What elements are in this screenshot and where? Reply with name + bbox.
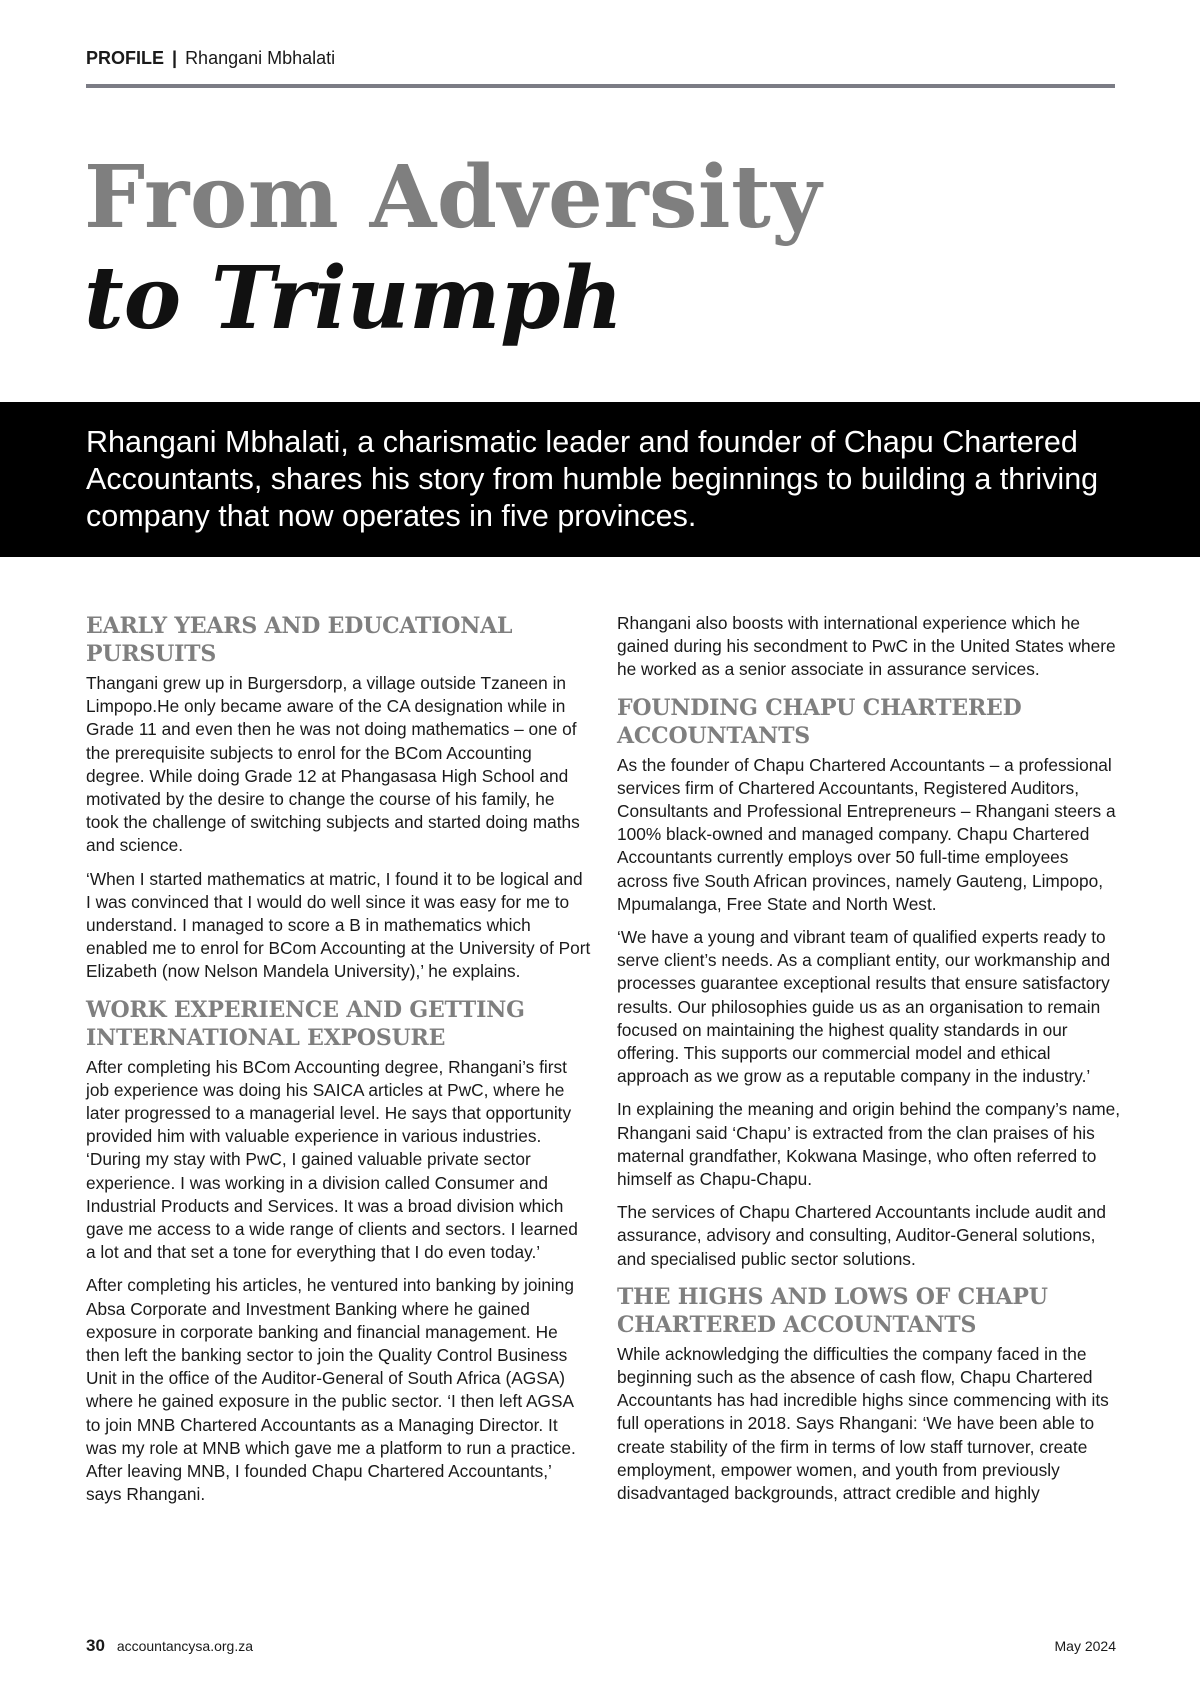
- header-subject: Rhangani Mbhalati: [185, 48, 336, 68]
- footer-website: accountancysa.org.za: [116, 1638, 254, 1654]
- section-heading: EARLY YEARS AND EDUCATIONAL PURSUITS: [86, 613, 513, 667]
- issue-date: May 2024: [1054, 1638, 1116, 1654]
- body-paragraph: Thangani grew up in Burgersdorp, a village outside Tzaneen in Limpopo.He only became aware of the CA designation while in Grade 11 and even then he was not doing mathematics – one of the prerequisite subjects to enrol for the BCom Accounting degree. While doing Grade 12 at Phangasasa High School and motivated by the desire to change the course of his family, he took the challenge of switching subjects and started doing maths and science.: [86, 673, 580, 856]
- title-line-1: From Adversity: [84, 147, 822, 248]
- body-paragraph: After completing his articles, he ventured into banking by joining Absa Corporate and Investment Banking where he gained exposure in corporate banking and financial management. He then left the banking sector to join the Quality Control Business Unit in the office of the Auditor-General of South Africa (AGSA) where he gained exposure in the public sector. ‘I then left AGSA to join MNB Chartered Accountants as a Managing Director. It was my role at MNB which gave me a platform to run a practice. After leaving MNB, I founded Chapu Chartered Accountants,’ says Rhangani.: [86, 1275, 576, 1505]
- body-paragraph: The services of Chapu Chartered Accountants include audit and assurance, advisory and consulting, Auditor-General solutions, and specialised public sector solutions.: [617, 1202, 1106, 1269]
- standfirst-text: Rhangani Mbhalati, a charismatic leader and founder of Chapu Chartered Accountants, shares his story from humble beginnings to building a thriving company that now operates in five provinces.: [86, 425, 1099, 533]
- header-rule: [86, 84, 1115, 88]
- section-heading: THE HIGHS AND LOWS OF CHAPU CHARTERED ACCOUNTANTS: [617, 1283, 1048, 1338]
- body-paragraph: After completing his BCom Accounting degree, Rhangani’s first job experience was doing his SAICA articles at PwC, where he later progressed to a managerial level. He says that opportunity provided him with valuable experience in various industries. ‘During my stay with PwC, I gained valuable private sector experience. I was working in a division called Consumer and Industrial Products and Services. It was a broad division which gave me access to a wide range of clients and sectors. I learned a lot and that set a tone for everything that I do even today.’: [86, 1056, 578, 1263]
- title-line-2: to Triumph: [84, 248, 623, 349]
- section-heading: FOUNDING CHAPU CHARTERED ACCOUNTANTS: [617, 694, 1022, 749]
- body-paragraph: As the founder of Chapu Chartered Accountants – a professional services firm of Chartered Accountants, Registered Auditors, Consultants and Professional Entrepreneurs – Rhangani steers a 100% black-owned and managed company. Chapu Chartered Accountants currently employs over 50 full-time employees across five South African provinces, namely Gauteng, Limpopo, Mpumalanga, Free State and North West.: [617, 754, 1116, 914]
- section-label: PROFILE: [86, 48, 165, 68]
- section-heading: WORK EXPERIENCE AND GETTING INTERNATIONAL EXPOSURE: [86, 996, 525, 1051]
- article-title: [84, 148, 1124, 350]
- right-column: [617, 612, 1122, 1515]
- body-paragraph: ‘We have a young and vibrant team of qualified experts ready to serve client’s needs. As a compliant entity, our workmanship and processes guarantee exceptional results that ensure satisfactory results. Our philosophies guide us as an organisation to remain focused on maintaining the highest quality standards in our offering. This supports our commercial model and ethical approach as we grow as a reputable company in the industry.’: [617, 927, 1111, 1087]
- page-footer: [86, 1636, 1116, 1656]
- standfirst-banner: [0, 402, 1200, 557]
- body-paragraph: In explaining the meaning and origin behind the company’s name, Rhangani said ‘Chapu’ is extracted from the clan praises of his maternal grandfather, Kokwana Masinge, who often referred to himself as Chapu-Chapu.: [617, 1099, 1121, 1190]
- page-number: 30: [86, 1636, 105, 1655]
- running-header: [86, 46, 1114, 70]
- left-column: [86, 612, 591, 1517]
- body-paragraph: Rhangani also boosts with international experience which he gained during his secondment to PwC in the United States where he worked as a senior associate in assurance services.: [617, 613, 1116, 680]
- body-paragraph: ‘When I started mathematics at matric, I found it to be logical and I was convinced that I would do well since it was easy for me to understand. I managed to score a B in mathematics which enabled me to enrol for BCom Accounting at the University of Port Elizabeth (now Nelson Mandela University),’ he explains.: [86, 868, 591, 982]
- header-separator: |: [172, 48, 178, 68]
- body-paragraph: While acknowledging the difficulties the company faced in the beginning such as the absence of cash flow, Chapu Chartered Accountants has had incredible highs since commencing with its full operations in 2018. Says Rhangani: ‘We have been able to create stability of the firm in terms of low staff turnover, create employment, empower women, and youth from previously disadvantaged backgrounds, attract credible and highly: [617, 1343, 1109, 1504]
